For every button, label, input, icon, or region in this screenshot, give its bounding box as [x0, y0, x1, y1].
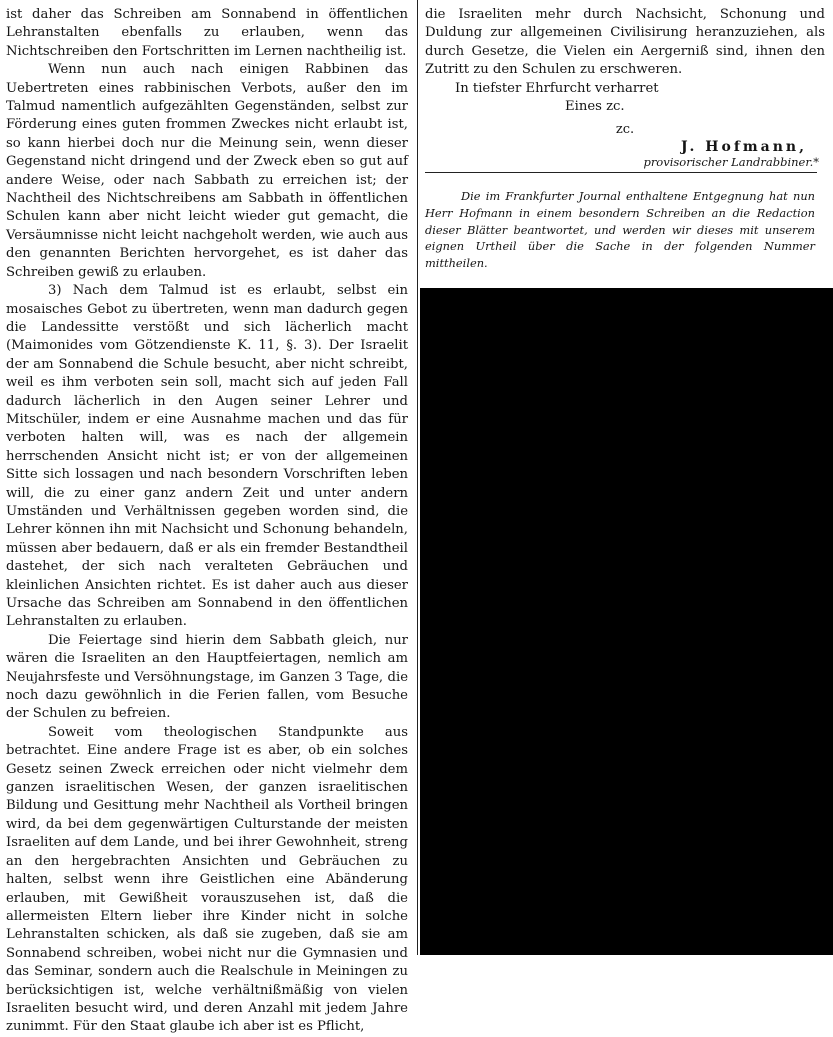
right-column	[425, 6, 825, 169]
paragraph-5: Soweit vom theologischen Standpunkte aus betrachtet. Eine andere Frage ist es aber, ob ein solches Gesetz seinen Zweck erreichen oder nicht vielmehr dem ganzen israelitischen Wesen, der ganzen israelitischen Bildung und Gesittung mehr Nachtheil als Vortheil bringen wird, da bei dem gegenwärtigen Culturstande der meisten Israeliten auf dem Lande, und bei ihrer Gewohnheit, streng an den hergebrachten Ansichten und Gebräuchen zu halten, selbst wenn ihre Geistlichen eine Abänderung erlauben, mit Gewißheit vorauszusehen ist, daß die allermeisten Eltern lieber ihre Kinder nicht in solche Lehranstalten schicken, als daß sie zugeben, daß sie am Sonnabend schreiben, wobei nicht nur die Gymnasien und das Seminar, sondern auch die Realschule in Meiningen zu berücksichtigen ist, welche verhältnißmäßig von vielen Israeliten besucht wird, und deren Anzahl mit jedem Jahre zunimmt. Für den Staat glaube ich aber ist es Pflicht,	[6, 724, 408, 1035]
paragraph-2: Wenn nun auch nach einigen Rabbinen das Uebertreten eines rabbinischen Verbots, außer den im Talmud namentlich aufgezählten Gegenständen, selbst zur Förderung eines guten frommen Zweckes nicht erlaubt ist, so kann hierbei doch nur die Meinung sein, wenn dieser Gegenstand nicht dringend und der Zweck eben so gut auf andere Weise, oder nach Sabbath zu erreichen ist; der Nachtheil des Nichtschreibens am Sabbath in öffentlichen Schulen kann aber nicht leicht wieder gut gemacht, die Versäumnisse nicht leicht nachgeholt werden, wie auch aus den genannten Berichten hervorgehet, es ist daher das Schreiben gewiß zu erlauben.	[6, 62, 408, 280]
closing-line-2: Eines zc.	[565, 99, 625, 115]
paragraph-3: 3) Nach dem Talmud ist es erlaubt, selbst ein mosaisches Gebot zu übertreten, wenn man dadurch gegen die Landessitte verstößt und sich lächerlich macht (Maimonides vom Götzendienste K. 11, §. 3). Der Israelit der am Sonnabend die Schule besucht, aber nicht schreibt, weil es ihm verboten sein soll, macht sich auf jeden Fall dadurch lächerlich in den Augen seiner Lehrer und Mitschüler, indem er eine Ausnahme machen und das für verboten halten will, was es nach der allgemein herrschenden Ansicht nicht ist; er von der allgemeinen Sitte sich lossagen und nach besondern Vorschriften leben will, die zu einer ganz andern Zeit und unter andern Umständen und Verhältnissen gegeben worden sind, die Lehrer können ihn mit Nachsicht und Schonung behandeln, müssen aber bedauern, daß er als ein fremder Bestandtheil dastehet, der sich nach veralteten Gebräuchen und kleinlichen Ansichten richtet. Es ist daher auch aus dieser Ursache das Schreiben am Sonnabend in den öffentlichen Lehranstalten zu erlauben.	[6, 283, 408, 630]
editor-note: Die im Frankfurter Journal enthaltene Entgegnung hat nun Herr Hofmann in einem besondern Schreiben an die Redaction dieser Blätter beantwortet, und werden wir dieses mit unserem eignen Urtheil über die Sache in der folgenden Nummer mittheilen.	[425, 189, 815, 271]
paragraph-1: ist daher das Schreiben am Sonnabend in öffentlichen Lehranstalten ebenfalls zu erlauben, wenn das Nichtschreiben den Fortschritten im Lernen nachtheilig ist.	[6, 7, 408, 59]
redacted-block	[420, 288, 833, 955]
right-continuation: die Israeliten mehr durch Nachsicht, Schonung und Duldung zur allgemeinen Civilisirung heranzuziehen, als durch Gesetze, die Vielen ein Aergerniß sind, ihnen den Zutritt zu den Schulen zu erschweren.	[425, 7, 825, 78]
signature-title: provisorischer Landrabbiner.*	[643, 155, 819, 170]
section-divider	[425, 172, 817, 173]
signature-name: J. Hofmann,	[681, 139, 807, 156]
left-column	[6, 6, 408, 1035]
column-divider	[417, 0, 418, 955]
signature-etc: zc.	[615, 122, 635, 138]
paragraph-4: Die Feiertage sind hierin dem Sabbath gleich, nur wären die Israeliten an den Hauptfeiertagen, nemlich am Neujahrsfeste und Versöhnungstage, im Ganzen 3 Tage, die noch dazu gewöhnlich in die Ferien fallen, vom Besuche der Schulen zu befreien.	[6, 632, 408, 722]
closing-line-1: In tiefster Ehrfurcht verharret	[455, 80, 659, 96]
